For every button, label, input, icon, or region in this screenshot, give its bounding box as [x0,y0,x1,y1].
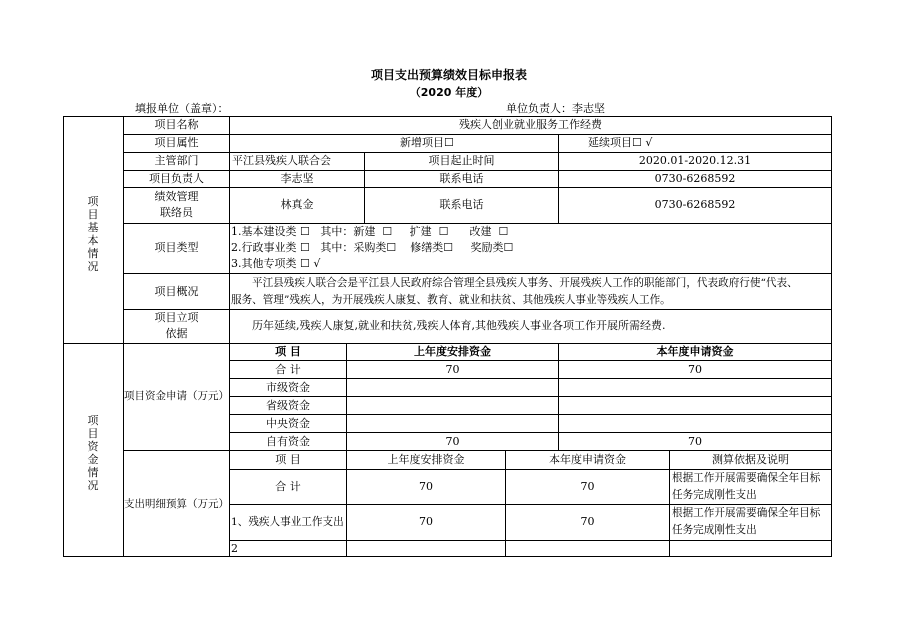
unit-head: 单位负责人：李志坚 [506,102,605,115]
type-line-3: 3.其他专项类 ☐ √ [231,257,321,270]
detail-row-label: 2 [231,542,238,555]
dept-label: 主管部门 [154,154,199,167]
basic-section-label: 项目基本情况 [87,195,99,273]
name-label: 项目名称 [154,118,199,131]
col-last: 上年度安排资金 [414,345,491,358]
detail-row-basis: 根据工作开展需要确保全年目标 [672,507,821,519]
detail-row-last: 70 [419,515,433,528]
detail-row-label: 1、残疾人事业工作支出 [231,516,344,528]
overview-line-1: 平江县残疾人联合会是平江县人民政府综合管理全县残疾人事务、开展残疾人工作的职能部门，代表政府行使“代表、 [252,277,798,289]
fund-row-label: 市级资金 [266,381,310,394]
type-label: 项目类型 [154,241,199,254]
detail-row-this: 70 [580,480,595,493]
basis-label-1: 项目立项 [154,311,199,324]
perf-phone-label: 联系电话 [439,198,484,211]
detail-row-last: 70 [419,480,433,493]
fund-row-last: 70 [445,363,460,376]
name-value: 残疾人创业就业服务工作经费 [459,118,602,131]
detail-row-basis: 任务完成刚性支出 [672,524,757,536]
perf-phone-value: 0730-6268592 [654,198,736,211]
fund-row-label: 中央资金 [266,417,310,430]
d-col-last: 上年度安排资金 [387,453,465,466]
d-col-basis: 测算依据及说明 [712,453,789,466]
apply-label: 项目资金申请（万元） [124,390,229,402]
fund-row-this: 70 [688,363,702,376]
overview-label: 项目概况 [154,285,199,298]
d-col-item: 项 目 [275,453,301,466]
col-item: 项 目 [275,345,301,358]
funds-section-label: 项目资金情况 [87,414,99,492]
perf-label-2: 联络员 [160,206,193,219]
attr-continue: 延续项目☐ √ [588,136,653,149]
form-title: 项目支出预算绩效目标申报表 [370,68,527,82]
fund-row-last: 70 [445,435,460,448]
detail-row-this: 70 [580,515,595,528]
basis-label-2: 依据 [165,327,188,340]
fund-row-label: 合 计 [275,363,301,376]
fund-row-label: 省级资金 [266,399,310,412]
overview-line-2: 服务、管理”残疾人，为开展残疾人康复、教育、就业和扶贫、其他残疾人事业等残疾人工作。 [231,294,671,306]
basis-value: 历年延续,残疾人康复,就业和扶贫,残疾人体育,其他残疾人事业各项工作开展所需经费. [252,319,666,332]
dept-value: 平江县残疾人联合会 [232,154,331,167]
detail-label: 支出明细预算（万元） [124,498,229,510]
attr-new: 新增项目☐ [400,136,454,149]
fund-row-label: 自有资金 [266,435,310,448]
perf-value: 林真金 [280,198,314,211]
detail-row-basis: 根据工作开展需要确保全年目标 [672,472,821,484]
d-col-this: 本年度申请资金 [549,453,626,466]
fill-unit-label: 填报单位（盖章）： [135,102,229,115]
form-year: （2020 年度） [409,86,489,99]
detail-row-basis: 任务完成刚性支出 [672,489,757,501]
period-label: 项目起止时间 [428,154,495,167]
perf-label-1: 绩效管理 [154,190,199,203]
manager-label: 项目负责人 [149,172,204,185]
fund-row-this: 70 [688,435,702,448]
type-line-1: 1.基本建设类 ☐ 其中：新建 ☐ 扩建 ☐ 改建 ☐ [231,225,509,238]
attr-label: 项目属性 [154,136,199,149]
col-this: 本年度申请资金 [656,345,734,358]
type-line-2: 2.行政事业类 ☐ 其中：采购类☐ 修缮类☐ 奖励类☐ [231,241,514,254]
period-value: 2020.01-2020.12.31 [638,154,752,167]
manager-value: 李志坚 [280,172,314,185]
phone-label: 联系电话 [439,172,484,185]
phone-value: 0730-6268592 [654,172,736,185]
detail-row-label: 合 计 [275,480,301,493]
